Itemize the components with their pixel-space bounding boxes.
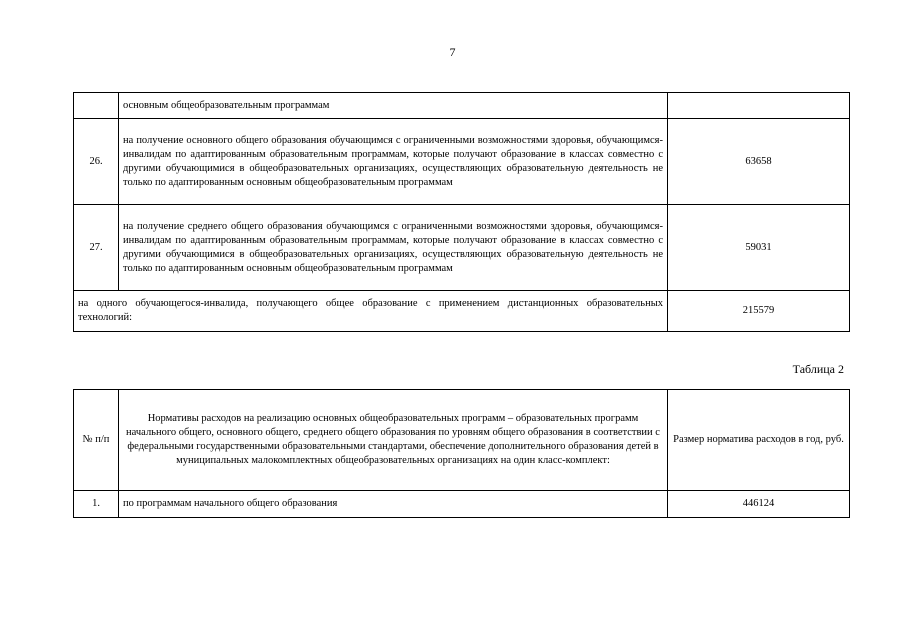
table-row: [74, 205, 850, 291]
summary-description: на одного обучающегося-инвалида, получающего общее образование с применением дистанционных образовательных технологий:: [74, 291, 668, 332]
header-title: Нормативы расходов на реализацию основных общеобразовательных программ – образовательных программ начального общего, основного общего, среднего общего образования по уровням общего образования в соответствии с федеральными государственными образовательными стандартами, обеспечение дополнительного образования детей в муниципальных малокомплектных общеобразовательных организациях на один класс-комплект:: [119, 390, 668, 491]
row-value: 63658: [668, 119, 850, 205]
summary-value: 215579: [668, 291, 850, 332]
row-value: [668, 93, 850, 119]
row-description: на получение основного общего образования обучающимся с ограниченными возможностями здоровья, обучающимся-инвалидам по адаптированным образовательным программам, которые получают образование в классах совместно с другими обучающимися в общеобразовательных организациях, осуществляющих образовательную деятельность не только по адаптированным основным общеобразовательным программам: [119, 119, 668, 205]
row-number: 27.: [74, 205, 119, 291]
norms-table-continued: [73, 92, 850, 332]
norms-table-2: [73, 389, 850, 518]
table-caption: Таблица 2: [792, 362, 844, 376]
table-row: [74, 491, 850, 518]
table-row: [74, 119, 850, 205]
row-description: основным общеобразовательным программам: [119, 93, 668, 119]
row-value: 446124: [668, 491, 850, 518]
page-number: 7: [449, 45, 456, 59]
table-header-row: [74, 390, 850, 491]
row-description: по программам начального общего образования: [119, 491, 668, 518]
summary-row: [74, 291, 850, 332]
row-description: на получение среднего общего образования обучающимся с ограниченными возможностями здоровья, обучающимся-инвалидам по адаптированным образовательным программам, которые получают образование в классах совместно с другими обучающимися в общеобразовательных организациях, осуществляющих образовательную деятельность не только по адаптированным основным общеобразовательным программам: [119, 205, 668, 291]
header-value: Размер норматива расходов в год, руб.: [668, 390, 850, 491]
header-number: № п/п: [74, 390, 119, 491]
row-number: [74, 93, 119, 119]
row-value: 59031: [668, 205, 850, 291]
row-number: 26.: [74, 119, 119, 205]
table-row: [74, 93, 850, 119]
row-number: 1.: [74, 491, 119, 518]
